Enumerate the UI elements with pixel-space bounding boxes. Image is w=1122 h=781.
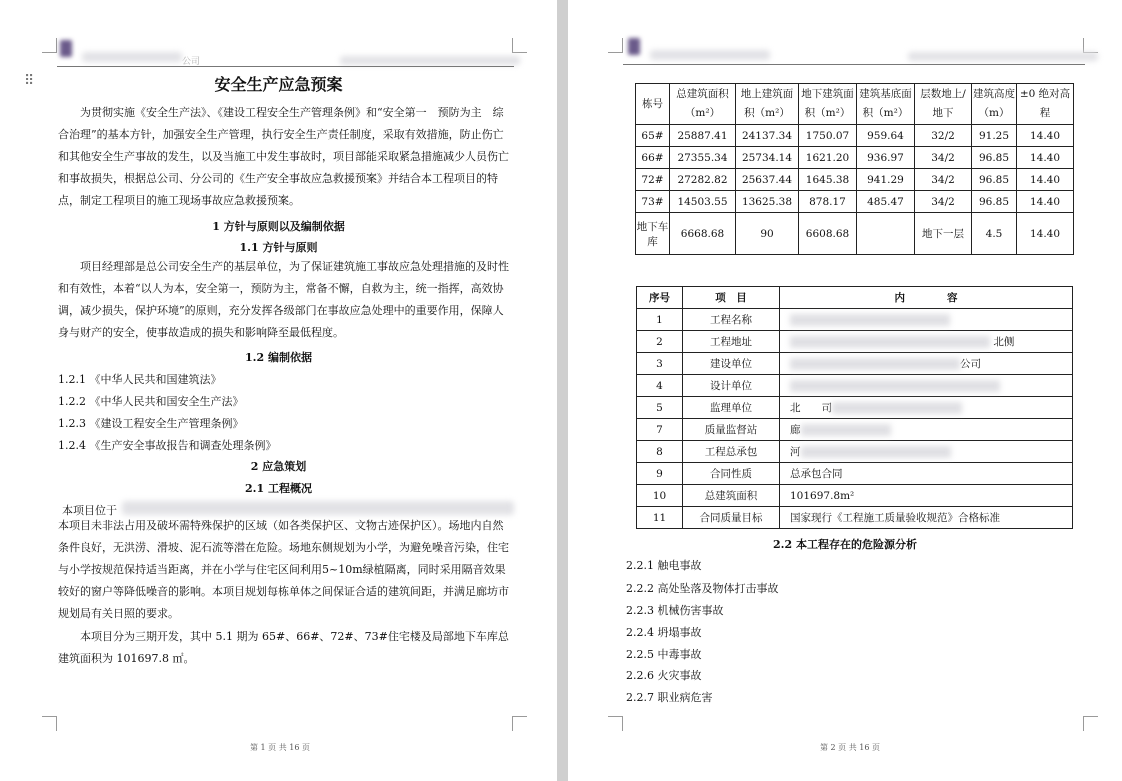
header-redacted-right xyxy=(340,56,520,65)
basis-item: 1.2.4 《生产安全事故报告和调查处理条例》 xyxy=(58,439,277,452)
table-cell: 72# xyxy=(636,169,670,191)
table-cell: 101697.8m² xyxy=(780,485,1073,507)
column-header: 建筑高度（m） xyxy=(972,84,1017,125)
table-row xyxy=(637,507,1073,529)
hazard-item: 2.2.3 机械伤害事故 xyxy=(626,604,724,617)
column-header: 项 目 xyxy=(683,287,780,309)
document-page-1 xyxy=(0,0,557,781)
cell-text: 河 xyxy=(790,446,801,458)
table-cell: 1621.20 xyxy=(799,147,857,169)
column-header: 地上建筑面积（m²） xyxy=(736,84,799,125)
table-cell: 地下一层 xyxy=(915,213,972,255)
header-rule xyxy=(57,66,514,67)
table-cell: 65# xyxy=(636,125,670,147)
table-cell: 25637.44 xyxy=(736,169,799,191)
table-cell: 14.40 xyxy=(1017,191,1074,213)
crop-mark-bl xyxy=(608,716,623,731)
column-header: 总建筑面积（m²） xyxy=(670,84,736,125)
table-cell: 10 xyxy=(637,485,683,507)
table-cell: 14.40 xyxy=(1017,213,1074,255)
table-row xyxy=(636,147,1074,169)
table-cell: 878.17 xyxy=(799,191,857,213)
page-footer: 第 2 页 共 16 页 xyxy=(820,743,880,752)
cell-text: 公司 xyxy=(960,358,981,370)
table-cell: 合同性质 xyxy=(683,463,780,485)
document-page-2 xyxy=(568,0,1122,781)
column-header: 栋号 xyxy=(636,84,670,125)
table-cell: 14.40 xyxy=(1017,125,1074,147)
project-info-table xyxy=(636,286,1073,529)
column-header: ±0 绝对高程 xyxy=(1017,84,1074,125)
section-2-heading: 2 应急策划 xyxy=(250,460,307,473)
intro-paragraph: 为贯彻实施《安全生产法》、《建设工程安全生产管理条例》和“安全第一 预防为主 综合治理”的基本方针，加强安全生产管理，执行安全生产责任制度，采取有效措施，防止伤亡和其他安全生产事故的发生，以及当施工中发生事故时，项目部能采取紧急措施减少人员伤亡和事故损失，根据总公司、分公司的《生产安全事故应急救援预案》并结合本工程项目的特点，制定工程项目的施工现场事故应急救援预案。 xyxy=(58,106,509,207)
table-row xyxy=(636,169,1074,191)
crop-mark-br xyxy=(1083,716,1098,731)
table-cell: 25887.41 xyxy=(670,125,736,147)
table-cell: 96.85 xyxy=(972,147,1017,169)
table-row xyxy=(637,353,1073,375)
table-cell: 9 xyxy=(637,463,683,485)
redacted-location xyxy=(122,501,514,515)
hazard-item: 2.2.4 坍塌事故 xyxy=(626,626,702,639)
table-cell: 7 xyxy=(637,419,683,441)
table-row xyxy=(637,485,1073,507)
document-title: 安全生产应急预案 xyxy=(214,75,343,94)
table-cell: 485.47 xyxy=(857,191,915,213)
table-row xyxy=(637,397,1073,419)
header-company: 公司 xyxy=(182,57,201,67)
section-2-2-heading: 2.2 本工程存在的危险源分析 xyxy=(773,538,917,551)
principle-paragraph: 项目经理部是总公司安全生产的基层单位，为了保证建筑施工事故应急处理措施的及时性和有效性，本着“以人为本，安全第一，预防为主，常备不懈，自救为主，统一指挥，高效协调，减少损失，保护环境”的原则，充分发挥各级部门在事故应急处理中的重要作用，保障人身与财产的安全，使事故造成的损失和影响降至最低程度。 xyxy=(58,260,509,339)
section-1-2-heading: 1.2 编制依据 xyxy=(245,351,312,364)
table-cell: 13625.38 xyxy=(736,191,799,213)
table-row xyxy=(636,191,1074,213)
table-cell: 14.40 xyxy=(1017,169,1074,191)
section-1-1-heading: 1.1 方针与原则 xyxy=(239,241,318,254)
table-cell: 936.97 xyxy=(857,147,915,169)
column-header: 地下建筑面积（m²） xyxy=(799,84,857,125)
phase-paragraph: 本项目分为三期开发，其中 5.1 期为 65#、66#、72#、73#住宅楼及局部地下车库总建筑面积为 101697.8 ㎡。 xyxy=(58,630,509,665)
drag-handle-icon[interactable]: ⠿ xyxy=(24,73,35,89)
table-cell: 96.85 xyxy=(972,191,1017,213)
basis-item: 1.2.1 《中华人民共和国建筑法》 xyxy=(58,373,222,386)
table-cell: 4.5 xyxy=(972,213,1017,255)
table-cell: 14503.55 xyxy=(670,191,736,213)
table-header-row xyxy=(636,84,1074,125)
hazard-item: 2.2.6 火灾事故 xyxy=(626,669,702,682)
table-row xyxy=(637,441,1073,463)
table-cell: 国家现行《工程施工质量验收规范》合格标准 xyxy=(780,507,1073,529)
header-rule xyxy=(623,64,1085,65)
table-row xyxy=(637,309,1073,331)
table-cell: 地下车库 xyxy=(636,213,670,255)
cell-text: 廊 xyxy=(790,424,801,436)
table-cell: 73# xyxy=(636,191,670,213)
table-cell: 941.29 xyxy=(857,169,915,191)
crop-mark-tl xyxy=(608,38,623,53)
hazard-item: 2.2.2 高处坠落及物体打击事故 xyxy=(626,582,779,595)
table-cell: 90 xyxy=(736,213,799,255)
company-logo xyxy=(628,38,640,55)
hazard-item: 2.2.1 触电事故 xyxy=(626,559,702,572)
table-cell: 96.85 xyxy=(972,169,1017,191)
table-cell: 32/2 xyxy=(915,125,972,147)
table-cell: 14.40 xyxy=(1017,147,1074,169)
redacted-cell xyxy=(780,375,1073,397)
table-cell: 11 xyxy=(637,507,683,529)
table-cell xyxy=(780,331,1073,353)
table-cell xyxy=(780,353,1073,375)
crop-mark-tl xyxy=(42,38,57,53)
section-1-heading: 1 方针与原则以及编制依据 xyxy=(212,220,345,233)
header-redacted-right xyxy=(908,52,1098,61)
table-cell: 27355.34 xyxy=(670,147,736,169)
column-header: 序号 xyxy=(637,287,683,309)
page-footer: 第 1 页 共 16 页 xyxy=(250,743,310,752)
overview-paragraph: 本项目未非法占用及破坏需特殊保护的区域（如各类保护区、文物古迹保护区）。场地内自然条件良好，无洪涝、滑坡、泥石流等潜在危险。场地东侧规划为小学，为避免噪音污染，住宅与小学按规范保持适当距离，并在小学与住宅区间利用5~10m绿植隔离，同时采用隔音效果较好的窗户等降低噪音的影响。本项目规划每栋单体之间保证合适的建筑间距，并满足廊坊市规划局有关日照的要求。 xyxy=(58,519,509,620)
table-row xyxy=(637,463,1073,485)
basis-item: 1.2.3 《建设工程安全生产管理条例》 xyxy=(58,417,244,430)
table-cell: 6608.68 xyxy=(799,213,857,255)
page-gutter xyxy=(557,0,568,781)
header-redacted xyxy=(82,52,182,62)
table-cell: 66# xyxy=(636,147,670,169)
table-cell: 34/2 xyxy=(915,169,972,191)
table-cell: 5 xyxy=(637,397,683,419)
table-cell: 工程地址 xyxy=(683,331,780,353)
table-cell: 27282.82 xyxy=(670,169,736,191)
table-cell: 总承包合同 xyxy=(780,463,1073,485)
building-data-table xyxy=(635,83,1074,255)
table-cell: 设计单位 xyxy=(683,375,780,397)
table-cell: 1 xyxy=(637,309,683,331)
table-cell: 监理单位 xyxy=(683,397,780,419)
redacted-cell xyxy=(780,309,1073,331)
hazard-item: 2.2.5 中毒事故 xyxy=(626,648,702,661)
section-2-1-heading: 2.1 工程概况 xyxy=(245,482,312,495)
table-cell: 3 xyxy=(637,353,683,375)
crop-mark-br xyxy=(512,716,527,731)
table-cell: 1645.38 xyxy=(799,169,857,191)
table-cell xyxy=(857,213,915,255)
table-row xyxy=(637,419,1073,441)
table-row xyxy=(637,331,1073,353)
column-header: 建筑基底面积（m²） xyxy=(857,84,915,125)
table-cell: 24137.34 xyxy=(736,125,799,147)
table-cell: 34/2 xyxy=(915,147,972,169)
table-cell: 工程名称 xyxy=(683,309,780,331)
table-cell: 91.25 xyxy=(972,125,1017,147)
table-cell: 1750.07 xyxy=(799,125,857,147)
basis-item: 1.2.2 《中华人民共和国安全生产法》 xyxy=(58,395,244,408)
hazard-item: 2.2.7 职业病危害 xyxy=(626,691,713,704)
table-header-row xyxy=(637,287,1073,309)
table-cell: 总建筑面积 xyxy=(683,485,780,507)
table-row xyxy=(637,375,1073,397)
crop-mark-bl xyxy=(42,716,57,731)
table-cell: 34/2 xyxy=(915,191,972,213)
table-cell xyxy=(780,441,1073,463)
company-logo xyxy=(60,40,72,57)
table-cell xyxy=(780,419,1073,441)
crop-mark-tr xyxy=(1083,38,1098,53)
table-cell: 工程总承包 xyxy=(683,441,780,463)
table-cell: 4 xyxy=(637,375,683,397)
column-header: 内 容 xyxy=(780,287,1073,309)
column-header: 层数地上/地下 xyxy=(915,84,972,125)
cell-text: 北侧 xyxy=(993,336,1015,348)
table-cell xyxy=(780,397,1073,419)
table-cell: 959.64 xyxy=(857,125,915,147)
overview-start: 本项目位于 xyxy=(62,504,117,517)
table-cell: 8 xyxy=(637,441,683,463)
table-cell: 6668.68 xyxy=(670,213,736,255)
table-cell: 25734.14 xyxy=(736,147,799,169)
table-row xyxy=(636,213,1074,255)
table-cell: 2 xyxy=(637,331,683,353)
table-row xyxy=(636,125,1074,147)
crop-mark-tr xyxy=(512,38,527,53)
cell-text: 北 司 xyxy=(790,402,832,414)
table-cell: 合同质量目标 xyxy=(683,507,780,529)
table-cell: 质量监督站 xyxy=(683,419,780,441)
table-cell: 建设单位 xyxy=(683,353,780,375)
header-redacted xyxy=(650,50,770,60)
